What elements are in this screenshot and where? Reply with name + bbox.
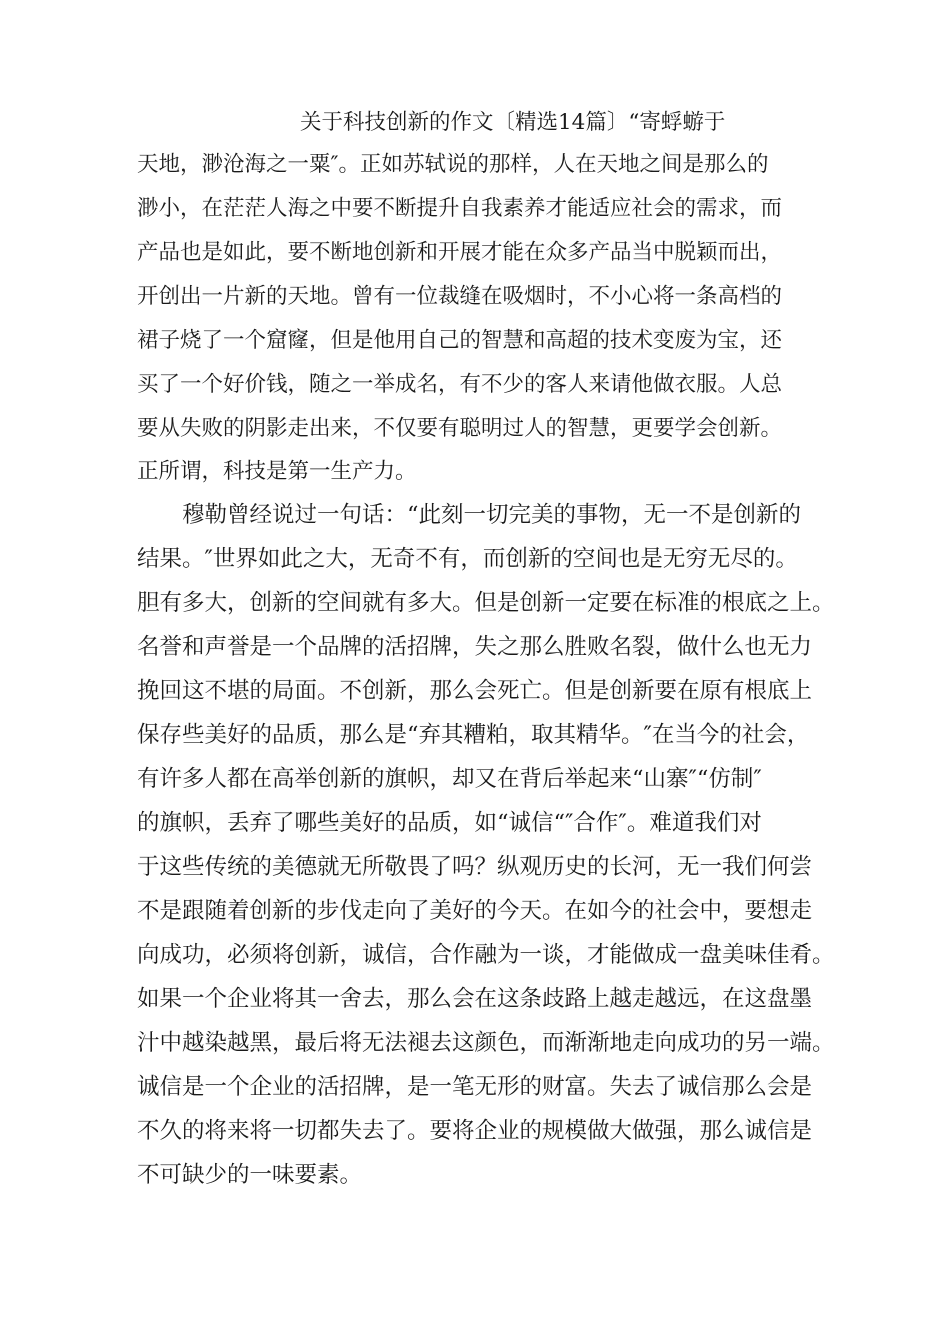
- text-line: 有许多人都在高举创新的旗帜，却又在背后举起来“山寨″“仿制″: [137, 766, 762, 792]
- text-line: 关于科技创新的作文〔精选14篇〕“寄蜉蝣于: [300, 110, 726, 135]
- text-line: 向成功，必须将创新，诚信，合作融为一谈，才能做成一盘美味佳肴。: [137, 942, 835, 968]
- text-line: 胆有多大，创新的空间就有多大。但是创新一定要在标准的根底之上。: [137, 590, 835, 616]
- text-line: 结果。″世界如此之大，无奇不有，而创新的空间也是无穷无尽的。: [137, 546, 798, 572]
- text-line: 不可缺少的一味要素。: [137, 1162, 363, 1188]
- text-line: 的旗帜，丢弃了哪些美好的品质，如“诚信“″合作″。难道我们对: [137, 810, 762, 836]
- text-line: 名誉和声誉是一个品牌的活招牌，失之那么胜败名裂，做什么也无力: [137, 634, 813, 660]
- text-line: 如果一个企业将其一舍去，那么会在这条歧路上越走越远，在这盘墨: [137, 986, 813, 1012]
- text-line: 汁中越染越黑，最后将无法褪去这颜色，而渐渐地走向成功的另一端。: [137, 1030, 835, 1056]
- text-line: 正所谓，科技是第一生产力。: [137, 459, 417, 484]
- text-line: 开创出一片新的天地。曾有一位裁缝在吸烟时，不小心将一条高档的: [137, 284, 783, 309]
- text-line: 裙子烧了一个窟窿，但是他用自己的智慧和高超的技术变废为宝，还: [137, 328, 783, 353]
- text-line: 不久的将来将一切都失去了。要将企业的规模做大做强，那么诚信是: [137, 1118, 813, 1144]
- text-line: 穆勒曾经说过一句话：“此刻一切完美的事物，无一不是创新的: [182, 502, 802, 528]
- text-line: 买了一个好价钱，随之一举成名，有不少的客人来请他做衣服。人总: [137, 372, 783, 397]
- text-line: 诚信是一个企业的活招牌，是一笔无形的财富。失去了诚信那么会是: [137, 1074, 813, 1100]
- text-line: 产品也是如此，要不断地创新和开展才能在众多产品当中脱颖而出，: [137, 240, 783, 265]
- text-line: 要从失败的阴影走出来，不仅要有聪明过人的智慧，更要学会创新。: [137, 416, 783, 441]
- text-line: 不是跟随着创新的步伐走向了美好的今天。在如今的社会中，要想走: [137, 898, 813, 924]
- text-line: 天地，渺沧海之一粟″。正如苏轼说的那样，人在天地之间是那么的: [137, 152, 769, 177]
- text-line: 于这些传统的美德就无所敬畏了吗？纵观历史的长河，无一我们何尝: [137, 854, 813, 880]
- text-line: 保存些美好的品质，那么是“弃其糟粕，取其精华。″在当今的社会，: [137, 722, 810, 748]
- text-line: 渺小，在茫茫人海之中要不断提升自我素养才能适应社会的需求，而: [137, 196, 783, 221]
- text-line: 挽回这不堪的局面。不创新，那么会死亡。但是创新要在原有根底上: [137, 678, 813, 704]
